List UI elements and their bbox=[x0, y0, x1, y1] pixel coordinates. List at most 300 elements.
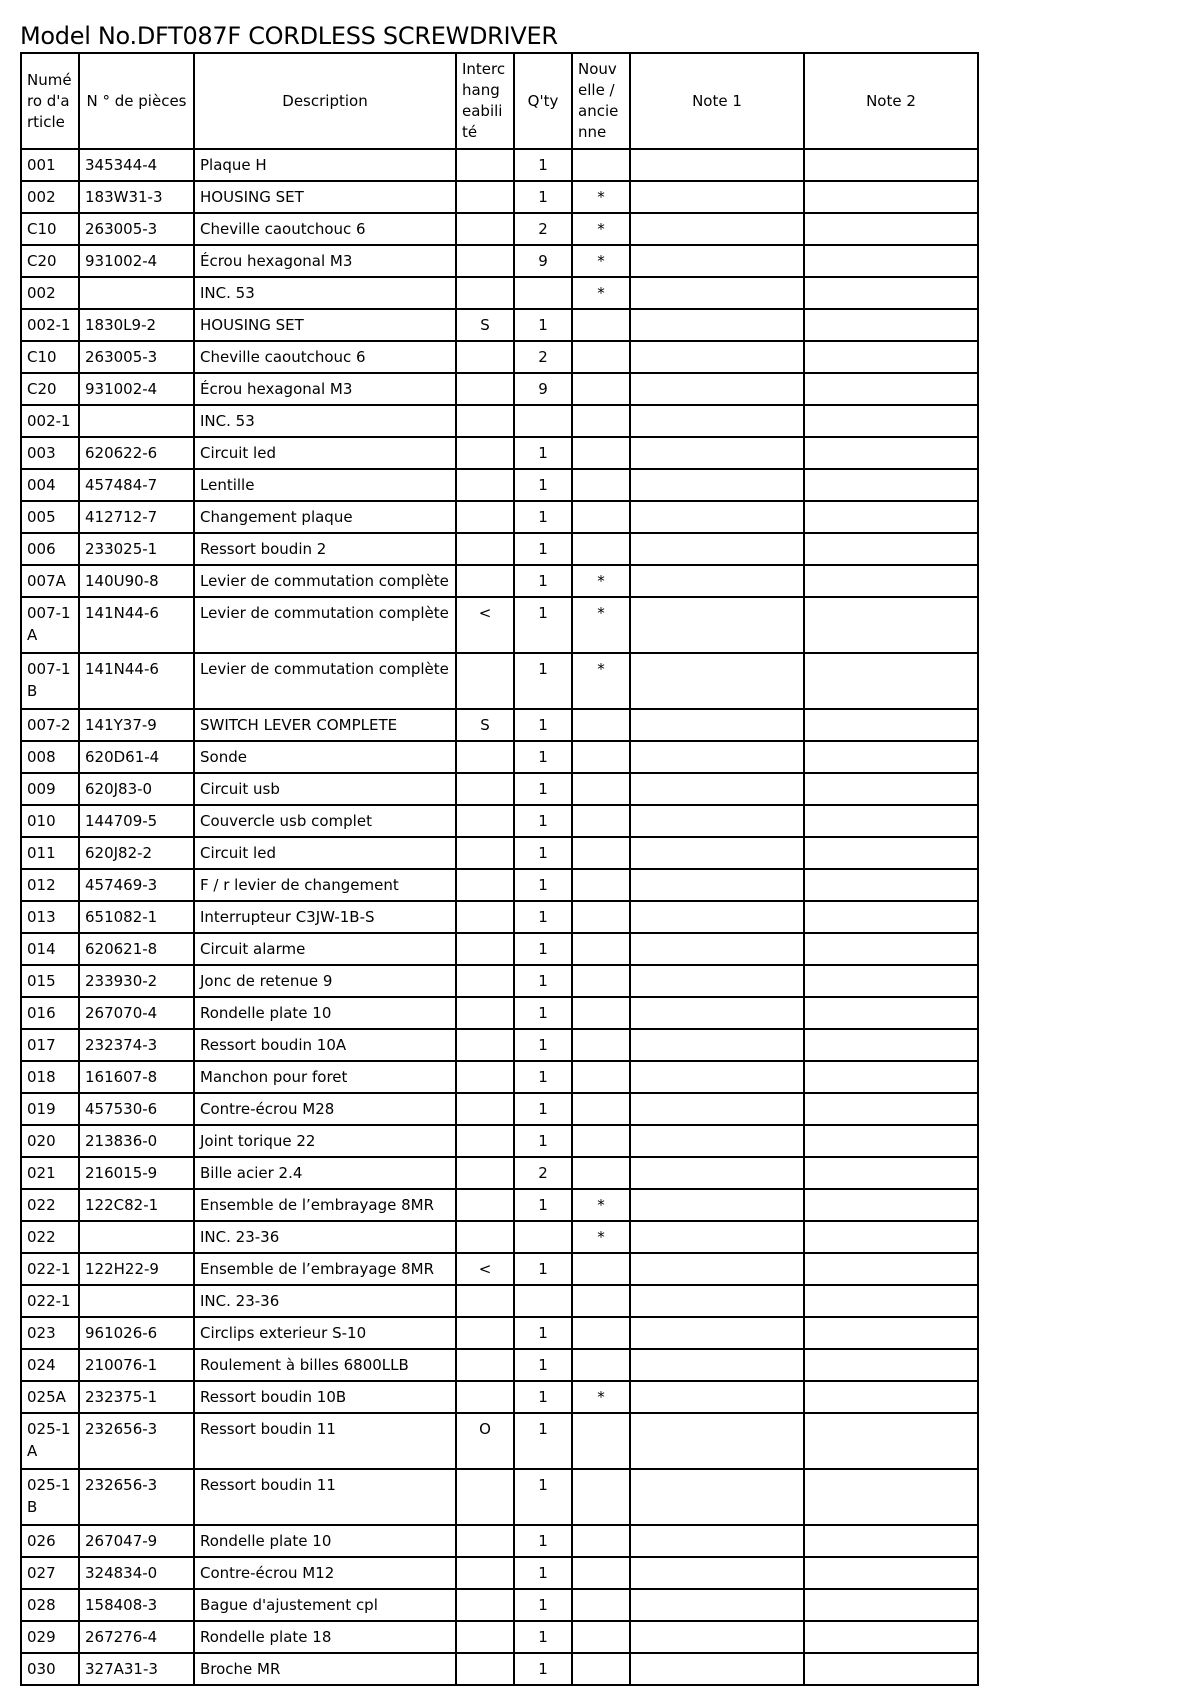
cell-qty: 1 bbox=[514, 1061, 572, 1093]
table-row bbox=[21, 933, 978, 965]
cell-new-old bbox=[572, 1029, 630, 1061]
cell-item-no: 022 bbox=[21, 1221, 79, 1253]
cell-item-no: 022 bbox=[21, 1189, 79, 1221]
table-row bbox=[21, 341, 978, 373]
cell-item-no: 016 bbox=[21, 997, 79, 1029]
cell-note2 bbox=[804, 869, 978, 901]
cell-qty: 1 bbox=[514, 1525, 572, 1557]
cell-new-old bbox=[572, 741, 630, 773]
cell-interchangeability: < bbox=[456, 597, 514, 653]
cell-note1 bbox=[630, 1381, 804, 1413]
cell-note2 bbox=[804, 1413, 978, 1469]
cell-part-no: 620622-6 bbox=[79, 437, 194, 469]
cell-description: Circuit alarme bbox=[194, 933, 456, 965]
cell-description: Rondelle plate 10 bbox=[194, 997, 456, 1029]
cell-note2 bbox=[804, 181, 978, 213]
cell-interchangeability bbox=[456, 1157, 514, 1189]
table-row bbox=[21, 1029, 978, 1061]
cell-description: Ensemble de l’embrayage 8MR bbox=[194, 1253, 456, 1285]
cell-new-old bbox=[572, 1557, 630, 1589]
cell-note1 bbox=[630, 149, 804, 181]
cell-item-no: 003 bbox=[21, 437, 79, 469]
cell-qty: 1 bbox=[514, 1349, 572, 1381]
header-new-old: Nouvelle / ancienne bbox=[572, 53, 630, 149]
cell-new-old: * bbox=[572, 181, 630, 213]
cell-interchangeability bbox=[456, 1125, 514, 1157]
cell-note2 bbox=[804, 901, 978, 933]
cell-qty: 1 bbox=[514, 181, 572, 213]
cell-new-old bbox=[572, 901, 630, 933]
table-row bbox=[21, 1525, 978, 1557]
cell-new-old bbox=[572, 1589, 630, 1621]
cell-interchangeability: < bbox=[456, 1253, 514, 1285]
cell-interchangeability bbox=[456, 1317, 514, 1349]
cell-note1 bbox=[630, 997, 804, 1029]
cell-new-old bbox=[572, 965, 630, 997]
parts-table-body bbox=[21, 149, 978, 1685]
cell-item-no: 022-1 bbox=[21, 1253, 79, 1285]
cell-note1 bbox=[630, 1061, 804, 1093]
cell-qty: 9 bbox=[514, 373, 572, 405]
cell-description: HOUSING SET bbox=[194, 181, 456, 213]
cell-note1 bbox=[630, 1189, 804, 1221]
cell-note1 bbox=[630, 1653, 804, 1685]
cell-note1 bbox=[630, 469, 804, 501]
cell-note2 bbox=[804, 805, 978, 837]
cell-part-no: 183W31-3 bbox=[79, 181, 194, 213]
cell-note2 bbox=[804, 837, 978, 869]
cell-qty: 1 bbox=[514, 805, 572, 837]
table-row bbox=[21, 533, 978, 565]
cell-part-no: 961026-6 bbox=[79, 1317, 194, 1349]
cell-description: Contre-écrou M28 bbox=[194, 1093, 456, 1125]
cell-part-no bbox=[79, 1285, 194, 1317]
cell-part-no: 232375-1 bbox=[79, 1381, 194, 1413]
cell-interchangeability bbox=[456, 1653, 514, 1685]
cell-new-old bbox=[572, 1653, 630, 1685]
cell-note2 bbox=[804, 341, 978, 373]
cell-new-old bbox=[572, 533, 630, 565]
cell-interchangeability bbox=[456, 533, 514, 565]
cell-part-no: 141N44-6 bbox=[79, 597, 194, 653]
table-row bbox=[21, 901, 978, 933]
cell-note1 bbox=[630, 1221, 804, 1253]
table-row bbox=[21, 501, 978, 533]
table-row bbox=[21, 1621, 978, 1653]
header-item-no: Numéro d'article bbox=[21, 53, 79, 149]
cell-qty: 2 bbox=[514, 1157, 572, 1189]
cell-part-no: 232374-3 bbox=[79, 1029, 194, 1061]
cell-item-no: 004 bbox=[21, 469, 79, 501]
table-row bbox=[21, 997, 978, 1029]
cell-part-no: 122C82-1 bbox=[79, 1189, 194, 1221]
cell-note1 bbox=[630, 869, 804, 901]
cell-item-no: 019 bbox=[21, 1093, 79, 1125]
cell-note2 bbox=[804, 1093, 978, 1125]
cell-note2 bbox=[804, 1285, 978, 1317]
cell-new-old bbox=[572, 501, 630, 533]
table-row bbox=[21, 565, 978, 597]
cell-description: INC. 53 bbox=[194, 277, 456, 309]
cell-note2 bbox=[804, 741, 978, 773]
cell-new-old bbox=[572, 405, 630, 437]
cell-interchangeability bbox=[456, 1589, 514, 1621]
cell-part-no: 158408-3 bbox=[79, 1589, 194, 1621]
cell-description: Rondelle plate 18 bbox=[194, 1621, 456, 1653]
cell-note1 bbox=[630, 1469, 804, 1525]
cell-item-no: 015 bbox=[21, 965, 79, 997]
table-row bbox=[21, 1349, 978, 1381]
cell-note1 bbox=[630, 653, 804, 709]
table-row bbox=[21, 1589, 978, 1621]
cell-new-old: * bbox=[572, 565, 630, 597]
table-row bbox=[21, 1285, 978, 1317]
cell-item-no: 007-2 bbox=[21, 709, 79, 741]
cell-item-no: 026 bbox=[21, 1525, 79, 1557]
cell-description: Ressort boudin 2 bbox=[194, 533, 456, 565]
cell-description: INC. 23-36 bbox=[194, 1285, 456, 1317]
table-row bbox=[21, 1061, 978, 1093]
cell-item-no: 018 bbox=[21, 1061, 79, 1093]
cell-note1 bbox=[630, 1589, 804, 1621]
cell-note2 bbox=[804, 1589, 978, 1621]
cell-note2 bbox=[804, 277, 978, 309]
table-row bbox=[21, 437, 978, 469]
table-row bbox=[21, 741, 978, 773]
cell-description: INC. 23-36 bbox=[194, 1221, 456, 1253]
cell-part-no: 457469-3 bbox=[79, 869, 194, 901]
cell-interchangeability bbox=[456, 933, 514, 965]
cell-description: Roulement à billes 6800LLB bbox=[194, 1349, 456, 1381]
cell-description: Joint torique 22 bbox=[194, 1125, 456, 1157]
cell-interchangeability bbox=[456, 245, 514, 277]
table-row bbox=[21, 373, 978, 405]
table-row bbox=[21, 773, 978, 805]
table-row bbox=[21, 805, 978, 837]
header-note2: Note 2 bbox=[804, 53, 978, 149]
cell-qty: 1 bbox=[514, 597, 572, 653]
cell-interchangeability bbox=[456, 469, 514, 501]
cell-description: Cheville caoutchouc 6 bbox=[194, 341, 456, 373]
cell-interchangeability bbox=[456, 149, 514, 181]
cell-note1 bbox=[630, 597, 804, 653]
cell-note2 bbox=[804, 1029, 978, 1061]
cell-note2 bbox=[804, 1157, 978, 1189]
cell-new-old bbox=[572, 469, 630, 501]
cell-qty: 1 bbox=[514, 1469, 572, 1525]
cell-part-no: 931002-4 bbox=[79, 373, 194, 405]
table-header-row bbox=[21, 53, 978, 149]
cell-item-no: 002 bbox=[21, 277, 79, 309]
cell-note1 bbox=[630, 1029, 804, 1061]
cell-new-old bbox=[572, 869, 630, 901]
cell-description: Contre-écrou M12 bbox=[194, 1557, 456, 1589]
cell-interchangeability bbox=[456, 901, 514, 933]
cell-item-no: 007-1B bbox=[21, 653, 79, 709]
cell-description: Cheville caoutchouc 6 bbox=[194, 213, 456, 245]
cell-item-no: 008 bbox=[21, 741, 79, 773]
cell-new-old bbox=[572, 1621, 630, 1653]
table-row bbox=[21, 245, 978, 277]
cell-new-old: * bbox=[572, 277, 630, 309]
cell-note1 bbox=[630, 1317, 804, 1349]
cell-item-no: 024 bbox=[21, 1349, 79, 1381]
cell-note1 bbox=[630, 933, 804, 965]
cell-part-no: 141Y37-9 bbox=[79, 709, 194, 741]
cell-interchangeability bbox=[456, 1189, 514, 1221]
cell-note1 bbox=[630, 1093, 804, 1125]
cell-qty bbox=[514, 405, 572, 437]
cell-part-no: 263005-3 bbox=[79, 213, 194, 245]
cell-note2 bbox=[804, 469, 978, 501]
cell-qty: 1 bbox=[514, 149, 572, 181]
cell-part-no: 210076-1 bbox=[79, 1349, 194, 1381]
table-row bbox=[21, 709, 978, 741]
cell-note1 bbox=[630, 309, 804, 341]
cell-description: Ressort boudin 10A bbox=[194, 1029, 456, 1061]
cell-new-old bbox=[572, 1061, 630, 1093]
cell-part-no: 232656-3 bbox=[79, 1469, 194, 1525]
cell-new-old bbox=[572, 1413, 630, 1469]
cell-note2 bbox=[804, 213, 978, 245]
cell-new-old: * bbox=[572, 1381, 630, 1413]
cell-note1 bbox=[630, 277, 804, 309]
cell-note2 bbox=[804, 149, 978, 181]
cell-part-no: 651082-1 bbox=[79, 901, 194, 933]
cell-note1 bbox=[630, 565, 804, 597]
cell-interchangeability bbox=[456, 1061, 514, 1093]
cell-note2 bbox=[804, 997, 978, 1029]
cell-part-no: 620D61-4 bbox=[79, 741, 194, 773]
cell-new-old: * bbox=[572, 245, 630, 277]
cell-note2 bbox=[804, 1349, 978, 1381]
cell-description: Bague d'ajustement cpl bbox=[194, 1589, 456, 1621]
cell-qty: 1 bbox=[514, 309, 572, 341]
cell-note2 bbox=[804, 653, 978, 709]
cell-new-old bbox=[572, 1525, 630, 1557]
cell-new-old bbox=[572, 709, 630, 741]
cell-qty: 1 bbox=[514, 565, 572, 597]
cell-description: Sonde bbox=[194, 741, 456, 773]
cell-note1 bbox=[630, 1413, 804, 1469]
cell-interchangeability bbox=[456, 1285, 514, 1317]
cell-interchangeability bbox=[456, 1093, 514, 1125]
cell-interchangeability bbox=[456, 1349, 514, 1381]
cell-interchangeability bbox=[456, 1221, 514, 1253]
cell-qty: 1 bbox=[514, 709, 572, 741]
cell-interchangeability: O bbox=[456, 1413, 514, 1469]
cell-description: INC. 53 bbox=[194, 405, 456, 437]
cell-part-no: 620621-8 bbox=[79, 933, 194, 965]
cell-item-no: 011 bbox=[21, 837, 79, 869]
cell-part-no bbox=[79, 277, 194, 309]
cell-item-no: 007-1A bbox=[21, 597, 79, 653]
cell-item-no: 023 bbox=[21, 1317, 79, 1349]
cell-note2 bbox=[804, 1525, 978, 1557]
table-row bbox=[21, 1317, 978, 1349]
cell-new-old bbox=[572, 1157, 630, 1189]
cell-qty: 1 bbox=[514, 1093, 572, 1125]
cell-item-no: 001 bbox=[21, 149, 79, 181]
cell-qty: 1 bbox=[514, 901, 572, 933]
cell-new-old bbox=[572, 309, 630, 341]
cell-note2 bbox=[804, 309, 978, 341]
header-interchangeability: Interchangeabilité bbox=[456, 53, 514, 149]
cell-qty: 1 bbox=[514, 933, 572, 965]
cell-qty: 1 bbox=[514, 869, 572, 901]
cell-interchangeability bbox=[456, 373, 514, 405]
cell-interchangeability bbox=[456, 1621, 514, 1653]
cell-description: Ressort boudin 11 bbox=[194, 1469, 456, 1525]
cell-qty: 1 bbox=[514, 1253, 572, 1285]
cell-item-no: 006 bbox=[21, 533, 79, 565]
table-row bbox=[21, 653, 978, 709]
cell-qty: 1 bbox=[514, 741, 572, 773]
table-row bbox=[21, 1469, 978, 1525]
cell-interchangeability bbox=[456, 1469, 514, 1525]
cell-part-no: 233930-2 bbox=[79, 965, 194, 997]
cell-qty: 1 bbox=[514, 533, 572, 565]
cell-note2 bbox=[804, 1317, 978, 1349]
cell-note1 bbox=[630, 1157, 804, 1189]
cell-interchangeability bbox=[456, 181, 514, 213]
cell-part-no: 232656-3 bbox=[79, 1413, 194, 1469]
cell-part-no: 457530-6 bbox=[79, 1093, 194, 1125]
cell-description: Levier de commutation complète bbox=[194, 597, 456, 653]
cell-item-no: 014 bbox=[21, 933, 79, 965]
cell-part-no: 267047-9 bbox=[79, 1525, 194, 1557]
cell-note2 bbox=[804, 565, 978, 597]
cell-new-old bbox=[572, 341, 630, 373]
cell-qty: 1 bbox=[514, 1189, 572, 1221]
header-part-no: N ° de pièces bbox=[79, 53, 194, 149]
cell-qty: 1 bbox=[514, 1653, 572, 1685]
cell-item-no: 013 bbox=[21, 901, 79, 933]
cell-description: Levier de commutation complète bbox=[194, 565, 456, 597]
cell-part-no bbox=[79, 405, 194, 437]
cell-note2 bbox=[804, 501, 978, 533]
cell-note2 bbox=[804, 965, 978, 997]
cell-note2 bbox=[804, 709, 978, 741]
cell-description: Broche MR bbox=[194, 1653, 456, 1685]
cell-description: Circuit led bbox=[194, 437, 456, 469]
cell-description: Ensemble de l’embrayage 8MR bbox=[194, 1189, 456, 1221]
cell-note2 bbox=[804, 1189, 978, 1221]
cell-interchangeability bbox=[456, 565, 514, 597]
cell-item-no: 028 bbox=[21, 1589, 79, 1621]
cell-new-old: * bbox=[572, 213, 630, 245]
cell-item-no: 020 bbox=[21, 1125, 79, 1157]
cell-note1 bbox=[630, 1525, 804, 1557]
cell-item-no: 017 bbox=[21, 1029, 79, 1061]
cell-new-old bbox=[572, 933, 630, 965]
cell-new-old bbox=[572, 373, 630, 405]
cell-description: Plaque H bbox=[194, 149, 456, 181]
cell-new-old bbox=[572, 837, 630, 869]
cell-qty: 1 bbox=[514, 1413, 572, 1469]
cell-part-no: 412712-7 bbox=[79, 501, 194, 533]
table-row bbox=[21, 597, 978, 653]
cell-note1 bbox=[630, 1621, 804, 1653]
cell-interchangeability bbox=[456, 741, 514, 773]
cell-new-old bbox=[572, 1253, 630, 1285]
cell-new-old bbox=[572, 1285, 630, 1317]
cell-qty: 1 bbox=[514, 1589, 572, 1621]
cell-part-no: 620J83-0 bbox=[79, 773, 194, 805]
table-row bbox=[21, 1381, 978, 1413]
cell-interchangeability bbox=[456, 869, 514, 901]
table-row bbox=[21, 1189, 978, 1221]
cell-note2 bbox=[804, 1381, 978, 1413]
cell-note2 bbox=[804, 1557, 978, 1589]
cell-part-no: 233025-1 bbox=[79, 533, 194, 565]
cell-part-no: 267276-4 bbox=[79, 1621, 194, 1653]
table-row bbox=[21, 181, 978, 213]
table-row bbox=[21, 309, 978, 341]
header-description: Description bbox=[194, 53, 456, 149]
cell-description: Changement plaque bbox=[194, 501, 456, 533]
cell-part-no: 267070-4 bbox=[79, 997, 194, 1029]
cell-note1 bbox=[630, 805, 804, 837]
cell-qty: 2 bbox=[514, 341, 572, 373]
cell-part-no: 213836-0 bbox=[79, 1125, 194, 1157]
cell-qty: 1 bbox=[514, 1125, 572, 1157]
cell-new-old bbox=[572, 149, 630, 181]
cell-part-no: 1830L9-2 bbox=[79, 309, 194, 341]
cell-note1 bbox=[630, 1125, 804, 1157]
cell-note1 bbox=[630, 501, 804, 533]
table-row bbox=[21, 1125, 978, 1157]
cell-qty bbox=[514, 1285, 572, 1317]
cell-part-no: 122H22-9 bbox=[79, 1253, 194, 1285]
cell-item-no: 005 bbox=[21, 501, 79, 533]
table-row bbox=[21, 405, 978, 437]
cell-description: Ressort boudin 11 bbox=[194, 1413, 456, 1469]
cell-item-no: 022-1 bbox=[21, 1285, 79, 1317]
cell-interchangeability bbox=[456, 773, 514, 805]
cell-note1 bbox=[630, 373, 804, 405]
cell-part-no: 324834-0 bbox=[79, 1557, 194, 1589]
cell-new-old bbox=[572, 1125, 630, 1157]
cell-item-no: C10 bbox=[21, 341, 79, 373]
cell-part-no: 931002-4 bbox=[79, 245, 194, 277]
cell-description: SWITCH LEVER COMPLETE bbox=[194, 709, 456, 741]
cell-qty: 1 bbox=[514, 1621, 572, 1653]
table-row bbox=[21, 965, 978, 997]
cell-item-no: 010 bbox=[21, 805, 79, 837]
cell-interchangeability bbox=[456, 437, 514, 469]
cell-interchangeability: S bbox=[456, 309, 514, 341]
cell-interchangeability bbox=[456, 805, 514, 837]
cell-interchangeability bbox=[456, 341, 514, 373]
cell-interchangeability bbox=[456, 1525, 514, 1557]
cell-description: Circlips exterieur S-10 bbox=[194, 1317, 456, 1349]
cell-interchangeability bbox=[456, 997, 514, 1029]
cell-qty: 1 bbox=[514, 1029, 572, 1061]
cell-interchangeability bbox=[456, 277, 514, 309]
cell-qty: 1 bbox=[514, 1381, 572, 1413]
cell-new-old bbox=[572, 437, 630, 469]
cell-description: Lentille bbox=[194, 469, 456, 501]
cell-note1 bbox=[630, 901, 804, 933]
cell-note2 bbox=[804, 597, 978, 653]
cell-new-old: * bbox=[572, 597, 630, 653]
cell-note1 bbox=[630, 773, 804, 805]
cell-interchangeability bbox=[456, 1381, 514, 1413]
cell-item-no: 021 bbox=[21, 1157, 79, 1189]
cell-qty: 1 bbox=[514, 1557, 572, 1589]
cell-note2 bbox=[804, 373, 978, 405]
